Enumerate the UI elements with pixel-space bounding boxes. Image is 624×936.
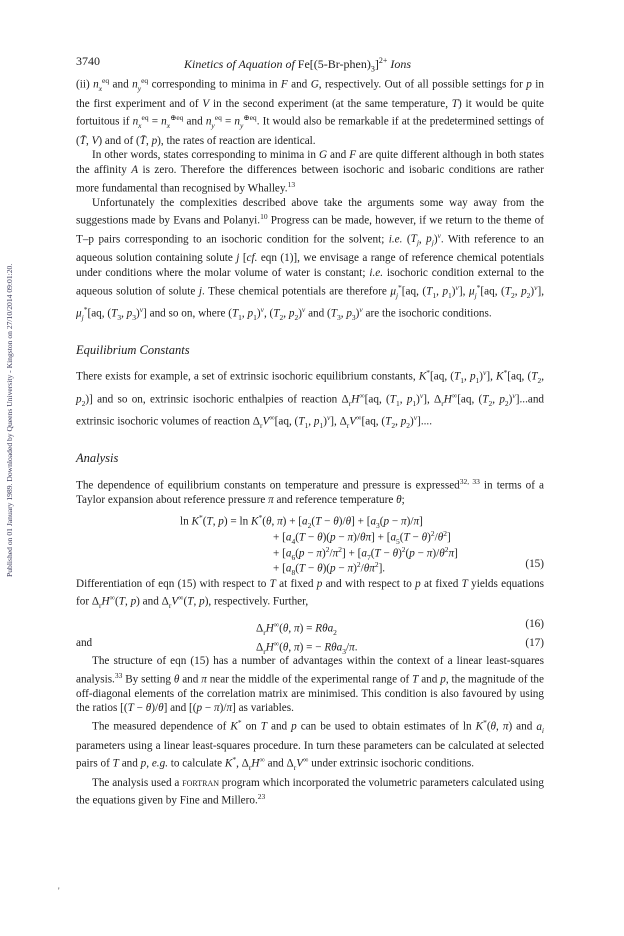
paragraph-1: (ii) $n_x^{eq}$ and $n_y^{eq}$ corresponding to minima in F and G, respectively. Out of all possible settings for p in the first experiment and of V in the second experiment (at the same temperature, T) it would be quite fortuitous if $n_x^{eq} = n_x^{\oplus eq}$ and $n_y^{eq} = n_y^{\oplus eq}$. It would also be remarkable if at the predetermined settings of (T̄, V) and of (T̄, p), the rates of reaction are identical. [76,76,545,147]
running-title: Kinetics of Aquation of $Fe[(5-Br-phen)_3]^{2+}$ Ions [184,56,412,74]
equation-17-and: and [76,636,93,649]
paragraph-5: The dependence of equilibrium constants on temperature and pressure is expressed$^{32, 33}$ in terms of a Taylor expansion about reference pressure π and reference temperature θ; [76,476,544,506]
paragraph-4: There exists for example, a set of extrinsic isochoric equilibrium constants, K*[aq, ($T_1$, $p_1)^v$], K*[aq, ($T_2$, $p_2$)] and so on, extrinsic isochoric enthalpies of reaction $\Delta_rH^\infty[aq$, ($T_1$, $p_1)^v$], $\Delta_rH^\infty[aq$, ($T_2$, $p_2)^v]...and$ extrinsic isochoric volumes of reaction $\Delta_rV^\infty[aq$, ($T_1$, $p_1)^v$], $\Delta_rV^\infty[aq$, ($T_2$, $p_2)^v$].... [76,368,545,431]
equation-15-line-3: + $[a_6(p - \pi)^2/\pi^2] + [a_7(T - \theta)^2(p - \pi)/\theta^2\pi]$ [273,544,458,562]
paragraph-9: The analysis used a fortran program which incorporated the volumetric parameters calculated using the equations given by Fine and Millero.$^{23}$ [76,776,544,808]
page-header [76,53,544,74]
heading-equilibrium-constants: Equilibrium Constants [76,342,190,357]
equation-15-line-2: + $[a_4(T - \theta)(p - \pi)/\theta\pi] + [a_5(T - \theta)^2/\theta^2]$ [273,529,451,546]
equation-16-number: (16) [525,617,544,630]
equation-16: $\Delta_rH^\infty(\theta$, π) = Rθa$_2$ (16) [256,617,544,637]
page-number: 3740 [76,54,100,68]
equation-15 [76,510,544,578]
download-watermark: Published on 01 January 1989. Downloaded by Queens University - Kingston on 27/10/2014 09:01:20. [5,263,14,577]
paragraph-3: Unfortunately the complexities described above take the arguments some way away from the suggestions made by Evans and Polanyi.$^{10}$ Progress can be made, however, if we return to the theme of T–p pairs corresponding to an isochoric condition for the solvent; i.e. ($T_j$, $p_j)^v$. With reference to an aqueous solution containing solute j [cf. eqn (1)], we envisage a range of reference chemical potentials under conditions where the molar volume of water is constant; i.e. isochoric condition external to the aqueous solution of solute j. These chemical potentials are therefore $\mu_j^*[aq$, ($T_1$, $p_1)^v$], $\mu_j^*[aq$, ($T_2$, $p_2)^v$], $\mu_j^*[aq$, ($T_3$, $p_3)^v$] and so on, where ($T_1$, $p_1)^v$, ($T_2$, $p_2)^v$ and ($T_3$, $p_3)^v$ are the isochoric conditions. [76,196,545,323]
equation-15-line-4: + $[a_8(T - \theta)(p - \pi)^2/\theta\pi^2]$. (15) [273,558,544,578]
article-body [76,74,544,809]
paragraph-6: Differentiation of eqn (15) with respect to T at fixed p and with respect to p at fixed T yields equations for $\Delta_rH^\infty(T$, p) and $\Delta_rV^\infty(T$, p), respectively. Further, [76,577,544,611]
heading-analysis: Analysis [76,450,119,465]
paragraph-8: The measured dependence of K* on T and p can be used to obtain estimates of ln K*(θ, π) and $a_i$ parameters using a linear least-squares procedure. In turn these parameters can be calculated at selected pairs of T and p, e.g. to calculate K*, $\Delta_rH^\infty$ and $\Delta_rV^\infty$ under extrinsic isochoric conditions. [76,718,545,773]
equation-17-number: (17) [525,636,544,649]
paragraph-7: The structure of eqn (15) has a number of advantages within the context of a linear least-squares analysis.$^{33}$ By setting θ and π near the middle of the experimental range of T and p, the magnitude of the off-diagonal elements of the correlation matrix are minimised. This condition is also favoured by using the ratios [(T − θ)/θ] and [(p − π)/π] as variables. [76,654,544,715]
margin-mark: ' [58,886,60,896]
equation-15-number: (15) [525,558,544,571]
equation-17: and $\Delta_rH^\infty(\theta$, π) = − Rθa$_3$/π. (17) [76,636,544,656]
paragraph-2: In other words, states corresponding to minima in G and F are quite different although in both states the affinity A is zero. Therefore the differences between isochoric and isobaric conditions are rather more fundamental than recognised by Whalley.$^{13}$ [76,149,545,195]
equation-15-line-1: ln K*(T, p) = ln K*(θ, $\pi) + [a_2(T - \theta)/\theta] + [a_3(p - \pi)/\pi]$ [180,513,423,531]
